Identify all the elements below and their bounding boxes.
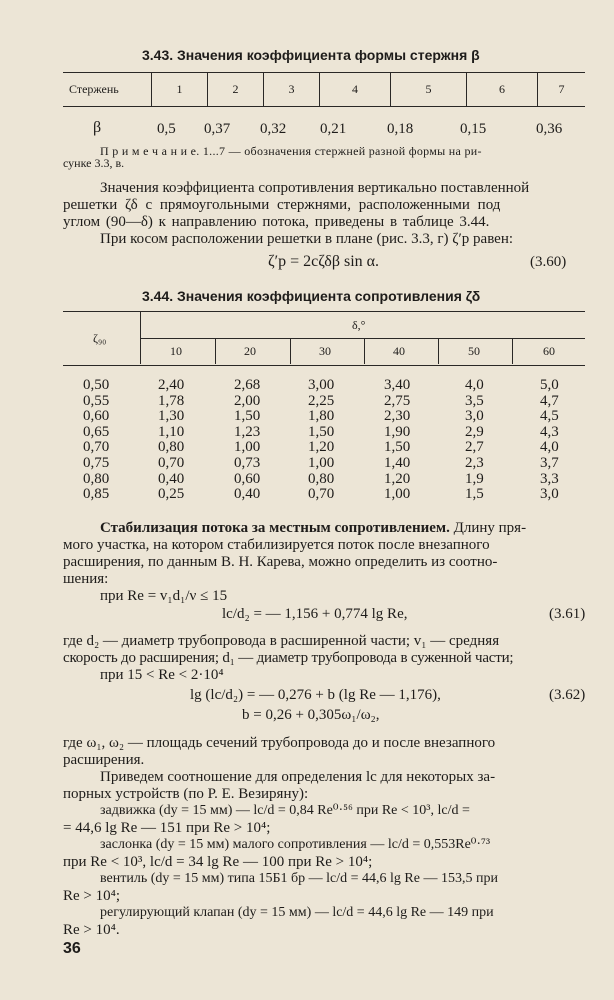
table-cell: 3,3 bbox=[540, 470, 559, 487]
table-cell: 4,7 bbox=[540, 392, 559, 409]
table-cell: 0,21 bbox=[320, 121, 347, 137]
header-divider-v bbox=[364, 338, 365, 364]
column-header: 40 bbox=[393, 344, 405, 358]
table-row-key: 0,80 bbox=[83, 470, 110, 487]
row-label-beta: β bbox=[93, 119, 102, 136]
page-number: 36 bbox=[63, 940, 81, 957]
paragraph-line: скорость до расширения; d₁ — диаметр трубопровода в суженной части; bbox=[63, 650, 514, 666]
table-row-key: 0,85 bbox=[83, 486, 110, 503]
condition-line: при Re = v₁d₁/ν ≤ 15 bbox=[100, 588, 228, 604]
paragraph-line: шения: bbox=[63, 571, 109, 587]
paragraph-line: регулирующий клапан (dу = 15 мм) — lc/d = 44,6 lg Re — 149 при bbox=[100, 905, 494, 920]
table-cell: 1,90 bbox=[384, 423, 411, 440]
table-cell: 1,80 bbox=[308, 408, 335, 425]
table-row-key: 0,60 bbox=[83, 408, 110, 425]
paragraph-line: Re > 10⁴. bbox=[63, 922, 120, 938]
bold-heading: Стабилизация потока за местным сопротивлением. bbox=[100, 520, 450, 536]
group-header: δ,° bbox=[352, 318, 366, 332]
table-cell: 2,3 bbox=[465, 455, 484, 471]
paragraph-line: расширения, по данным В. Н. Карева, можно определить из соотно- bbox=[63, 554, 498, 570]
header-divider bbox=[140, 338, 585, 339]
paragraph-line: Re > 10⁴; bbox=[63, 888, 121, 904]
paragraph-line: углом (90—δ) к направлению потока, приведены в таблице 3.44. bbox=[63, 214, 490, 230]
condition-line: при 15 < Re < 2·10⁴ bbox=[100, 667, 224, 683]
equation-3-60: ζ′р = 2cζδβ sin α. bbox=[268, 253, 380, 270]
paragraph-line: Приведем соотношение для определения lc для некоторых за- bbox=[100, 769, 496, 785]
table-cell: 3,40 bbox=[384, 377, 411, 393]
table-cell: 2,00 bbox=[234, 392, 261, 409]
table-cell: 0,18 bbox=[387, 121, 414, 137]
table-cell: 1,5 bbox=[465, 486, 484, 503]
table-cell: 2,7 bbox=[465, 439, 484, 456]
column-header: 1 bbox=[152, 73, 208, 107]
table-3-43 bbox=[63, 72, 585, 107]
table-cell: 2,25 bbox=[308, 392, 335, 409]
paragraph-line: где ω₁, ω₂ — площадь сечений трубопровода до и после внезапного bbox=[63, 735, 496, 751]
table-note: П р и м е ч а н и е. 1...7 — обозначения стержней разной формы на ри- bbox=[100, 144, 482, 158]
equation-3-62-b: b = 0,26 + 0,305ω₁/ω₂, bbox=[242, 707, 380, 723]
column-header: 50 bbox=[468, 344, 480, 358]
column-header: 2 bbox=[208, 73, 264, 107]
column-header: 5 bbox=[391, 73, 467, 107]
table-cell: 1,9 bbox=[465, 470, 484, 487]
header-divider-v bbox=[290, 338, 291, 364]
table-cell: 0,70 bbox=[158, 455, 185, 471]
table-cell: 1,00 bbox=[384, 486, 411, 503]
column-header: 6 bbox=[467, 73, 538, 107]
table-row-key: 0,75 bbox=[83, 455, 110, 471]
column-header: 3 bbox=[264, 73, 320, 107]
paragraph-line: заслонка (dу = 15 мм) малого сопротивления — lc/d = 0,553Re⁰·⁷³ bbox=[100, 837, 491, 852]
table-cell: 3,0 bbox=[540, 486, 559, 503]
table-cell: 4,0 bbox=[465, 377, 484, 393]
table-row-key: 0,65 bbox=[83, 423, 110, 440]
table-header-row bbox=[63, 73, 585, 107]
paragraph-line: где d₂ — диаметр трубопровода в расширенной части; v₁ — средняя bbox=[63, 633, 500, 649]
table-cell: 0,40 bbox=[234, 486, 261, 503]
table-cell: 0,73 bbox=[234, 455, 261, 471]
table-cell: 1,50 bbox=[384, 439, 411, 456]
table-cell: 1,00 bbox=[308, 455, 335, 471]
table-cell: 1,23 bbox=[234, 423, 261, 440]
header-divider-v bbox=[215, 338, 216, 364]
table-cell: 3,7 bbox=[540, 455, 559, 471]
table-row-key: 0,70 bbox=[83, 439, 110, 456]
table-cell: 0,70 bbox=[308, 486, 335, 503]
column-header: 10 bbox=[170, 344, 182, 358]
table-3-43-title: 3.43. Значения коэффициента формы стержня β bbox=[142, 47, 480, 63]
table-row-key: 0,55 bbox=[83, 392, 110, 409]
paragraph-line bbox=[100, 520, 526, 536]
column-header: 20 bbox=[244, 344, 256, 358]
table-cell: 0,80 bbox=[308, 470, 335, 487]
table-cell: 1,20 bbox=[308, 439, 335, 456]
equation-number: (3.61) bbox=[549, 606, 586, 622]
table-cell: 0,15 bbox=[460, 121, 487, 137]
corner-header: ζ₉₀ bbox=[93, 331, 107, 345]
table-cell: 0,37 bbox=[204, 121, 231, 137]
header-divider-v bbox=[140, 311, 141, 364]
table-cell: 1,30 bbox=[158, 408, 185, 425]
header-divider-v bbox=[512, 338, 513, 364]
table-cell: 2,9 bbox=[465, 423, 484, 440]
table-cell: 0,60 bbox=[234, 470, 261, 487]
column-header-rod: Стержень bbox=[63, 73, 152, 107]
table-cell: 4,0 bbox=[540, 439, 559, 456]
table-cell: 4,5 bbox=[540, 408, 559, 425]
table-cell: 1,50 bbox=[308, 423, 335, 440]
table-cell: 3,0 bbox=[465, 408, 484, 425]
table-cell: 2,68 bbox=[234, 377, 261, 393]
paragraph-line: вентиль (dу = 15 мм) типа 15Б1 бр — lc/d = 44,6 lg Re — 153,5 при bbox=[100, 871, 498, 886]
table-note-cont: сунке 3.3, в. bbox=[63, 156, 125, 170]
column-header: 30 bbox=[319, 344, 331, 358]
table-cell: 1,78 bbox=[158, 392, 185, 409]
equation-number: (3.60) bbox=[530, 254, 567, 270]
table-cell: 0,5 bbox=[157, 121, 176, 137]
table-cell: 3,00 bbox=[308, 377, 335, 393]
table-cell: 2,30 bbox=[384, 408, 411, 425]
paragraph-line: расширения. bbox=[63, 752, 145, 768]
equation-number: (3.62) bbox=[549, 687, 586, 703]
paragraph-line: Значения коэффициента сопротивления вертикально поставленной bbox=[100, 180, 530, 196]
table-3-44-title: 3.44. Значения коэффициента сопротивления ζδ bbox=[142, 288, 481, 304]
table-cell: 5,0 bbox=[540, 377, 559, 393]
paragraph-line: задвижка (dу = 15 мм) — lc/d = 0,84 Re⁰·⁵⁶ при Re < 10³, lc/d = bbox=[100, 803, 470, 818]
column-header: 4 bbox=[320, 73, 391, 107]
paragraph-line: = 44,6 lg Re — 151 при Re > 10⁴; bbox=[63, 820, 271, 836]
paragraph-line: порных устройств (по Р. Е. Везиряну): bbox=[63, 786, 309, 802]
column-header: 7 bbox=[538, 73, 586, 107]
table-cell: 0,40 bbox=[158, 470, 185, 487]
header-divider-v bbox=[438, 338, 439, 364]
table-cell: 0,80 bbox=[158, 439, 185, 456]
column-header: 60 bbox=[543, 344, 555, 358]
table-cell: 0,25 bbox=[158, 486, 185, 503]
paragraph-line: мого участка, на котором стабилизируется поток после внезапного bbox=[63, 537, 490, 553]
table-cell: 1,40 bbox=[384, 455, 411, 471]
table-cell: 4,3 bbox=[540, 423, 559, 440]
table-cell: 0,32 bbox=[260, 121, 287, 137]
table-cell: 1,20 bbox=[384, 470, 411, 487]
table-row-key: 0,50 bbox=[83, 377, 110, 393]
table-cell: 1,00 bbox=[234, 439, 261, 456]
table-cell: 2,75 bbox=[384, 392, 411, 409]
table-cell: 2,40 bbox=[158, 377, 185, 393]
table-cell: 3,5 bbox=[465, 392, 484, 409]
table-cell: 0,36 bbox=[536, 121, 563, 137]
paragraph-line: при Re < 10³, lc/d = 34 lg Re — 100 при Re > 10⁴; bbox=[63, 854, 373, 870]
paragraph-line: При косом расположении решетки в плане (рис. 3.3, г) ζ′р равен: bbox=[100, 231, 514, 247]
paragraph-line: решетки ζδ с прямоугольными стержнями, расположенными под bbox=[63, 197, 501, 213]
equation-3-61: lc/d₂ = — 1,156 + 0,774 lg Re, bbox=[222, 606, 408, 622]
heading-rest: Длину пря- bbox=[449, 520, 527, 536]
equation-3-62: lg (lc/d₂) = — 0,276 + b (lg Re — 1,176), bbox=[190, 687, 441, 703]
table-cell: 1,50 bbox=[234, 408, 261, 425]
table-cell: 1,10 bbox=[158, 423, 185, 440]
